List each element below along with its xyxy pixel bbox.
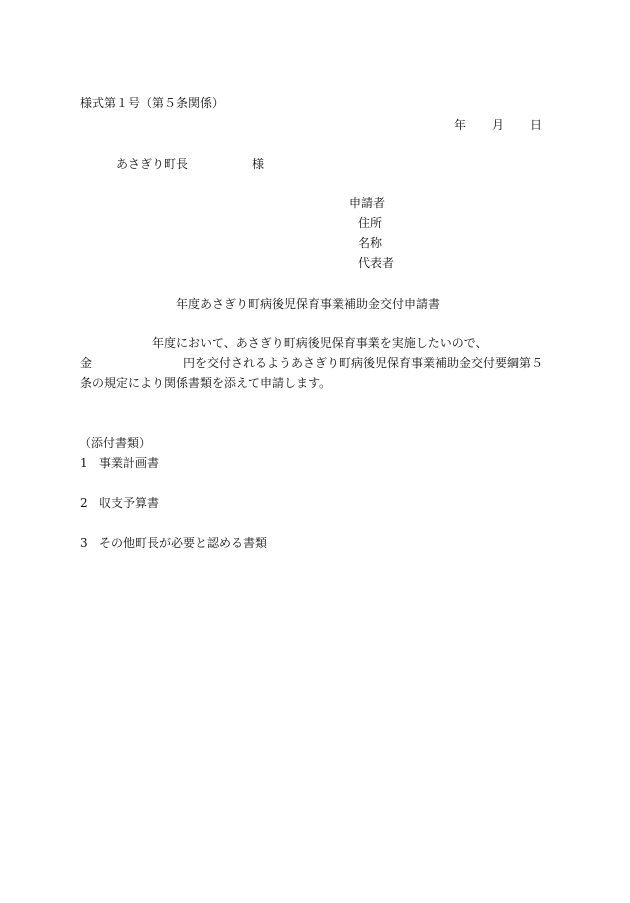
date-year-label: 年	[454, 118, 467, 132]
body-text-line-2	[80, 357, 550, 369]
addressee-line	[116, 158, 264, 170]
attachment-number: 1	[80, 456, 88, 470]
document-title: 年度あさぎり町病後児保育事業補助金交付申請書	[176, 297, 441, 311]
attachment-number: 2	[80, 496, 88, 510]
addressee-honorific: 様	[252, 157, 265, 171]
attachment-number: 3	[80, 536, 88, 550]
amount-text: 円を交付されるようあさぎり町病後児保育事業補助金交付要綱第５	[183, 356, 544, 370]
applicant-address-label: 住所	[358, 216, 383, 230]
attachment-item	[80, 497, 159, 509]
date-line	[454, 119, 542, 131]
applicant-representative-label: 代表者	[358, 256, 395, 270]
attachment-label: 収支予算書	[99, 496, 160, 510]
form-number: 様式第１号（第５条関係）	[80, 96, 225, 110]
applicant-name-label: 名称	[358, 236, 383, 250]
attachment-label: 事業計画書	[99, 456, 160, 470]
attachment-label: その他町長が必要と認める書類	[99, 536, 268, 550]
addressee-name: あさぎり町長	[116, 157, 189, 171]
applicant-heading: 申請者	[349, 196, 386, 210]
body-text-line-1: 年度において、あさぎり町病後児保育事業を実施したいので、	[152, 336, 488, 350]
date-month-label: 月	[492, 118, 505, 132]
attachment-item	[80, 457, 159, 469]
body-text-line-3: 条の規定により関係書類を添えて申請します。	[80, 376, 332, 390]
attachment-item	[80, 537, 267, 549]
attachments-heading: （添付書類）	[79, 436, 152, 450]
date-day-label: 日	[530, 118, 543, 132]
amount-prefix: 金	[80, 356, 93, 370]
